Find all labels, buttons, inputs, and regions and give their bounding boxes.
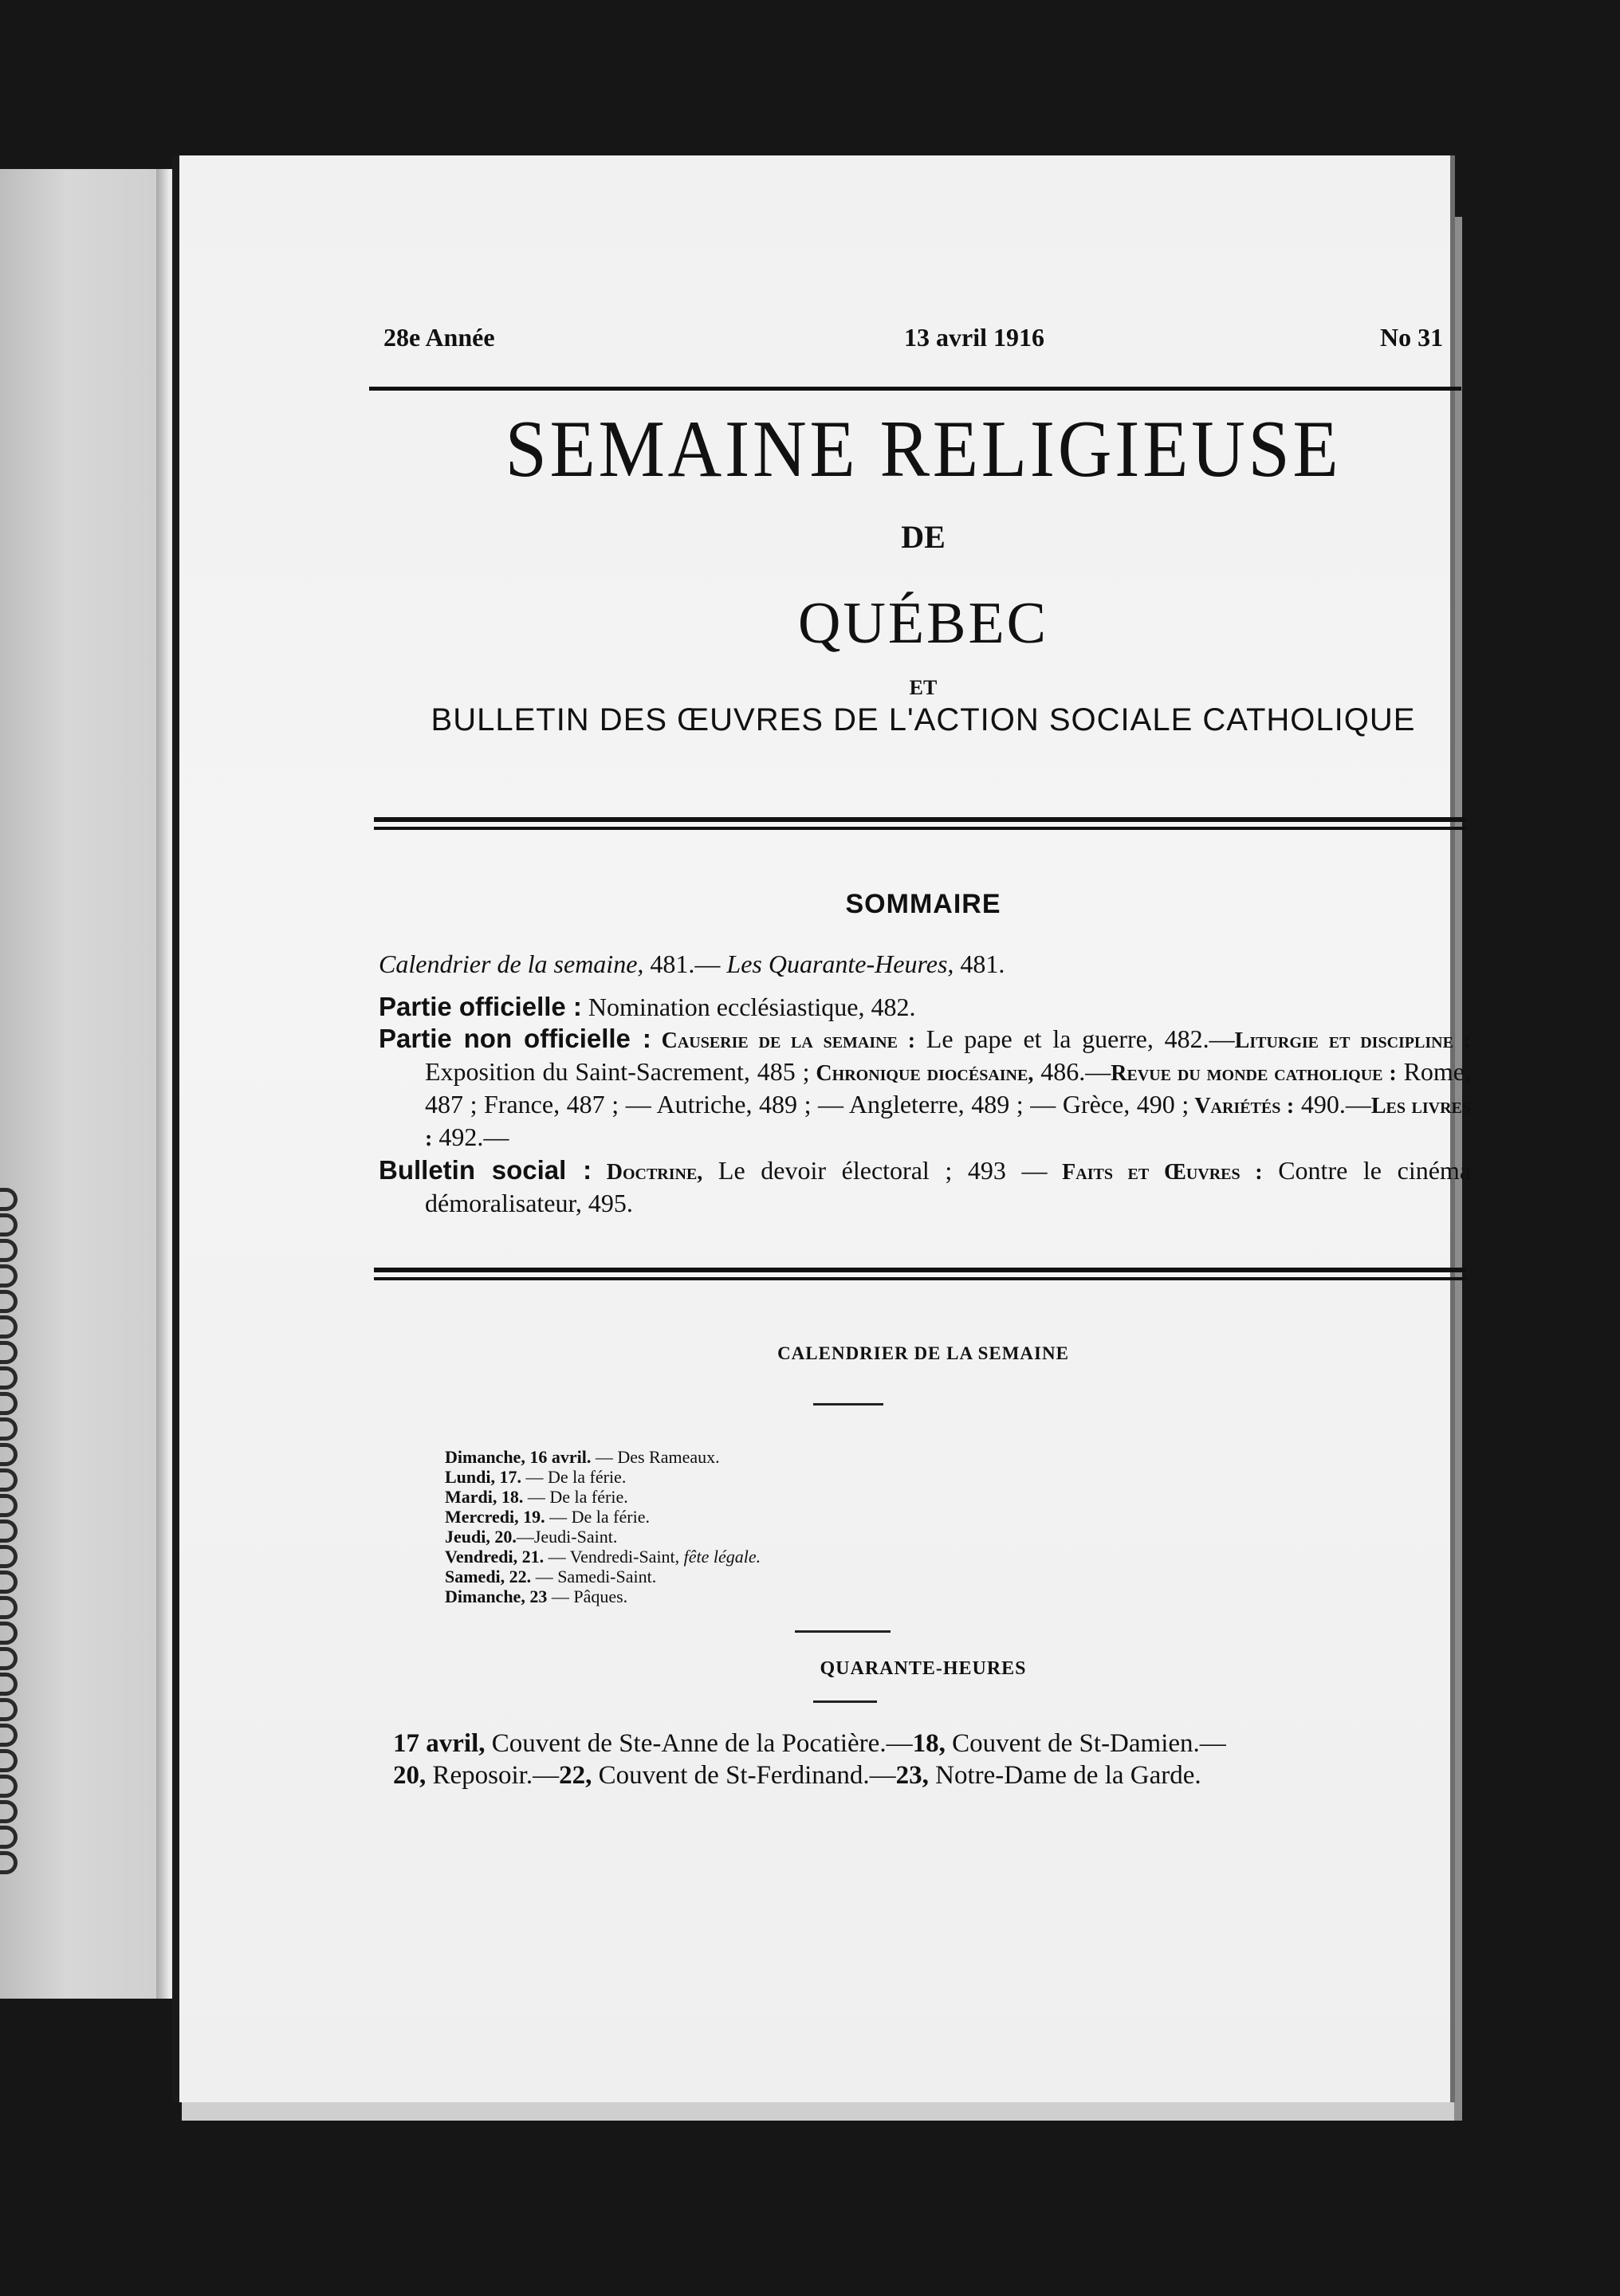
sommaire-partie-non-officielle: Partie non officielle : Causerie de la semaine : Le pape et la guerre, 482.—Liturgie et discipline : Exposition du Saint-Sacrement, 485 ; Chronique diocésaine, 486.—Revue du monde catholique : Rome, 487 ; France, 487 ; — Autriche, 489 ; — Angleterre, 489 ; — Grèce, 490 ; Variétés : 490.—Les livres : 492.— <box>379 1024 1472 1151</box>
calendrier-day: Lundi, 17. — De la férie. <box>445 1467 627 1487</box>
masthead-de: DE <box>901 519 946 555</box>
sommaire-block <box>379 949 1471 1219</box>
calendrier-day: Mercredi, 19. — De la férie. <box>445 1507 650 1527</box>
page-title: SEMAINE RELIGIEUSE <box>505 404 1342 494</box>
issue-date: 13 avril 1916 <box>904 323 1044 352</box>
double-rule <box>374 817 1466 830</box>
sommaire-bulletin-social: Bulletin social : Doctrine, Le devoir électoral ; 493 — Faits et Œuvres : Contre le cinéma démoralisateur, 495. <box>379 1155 1472 1217</box>
calendrier-day: Samedi, 22. — Samedi-Saint. <box>445 1567 657 1586</box>
short-rule <box>795 1630 891 1633</box>
short-rule <box>813 1403 883 1406</box>
calendrier-day: Jeudi, 20.—Jeudi-Saint. <box>445 1527 618 1547</box>
journal-page <box>172 155 1472 2102</box>
short-rule <box>813 1700 877 1703</box>
calendrier-day: Dimanche, 23 — Pâques. <box>445 1586 628 1606</box>
calendrier-heading: CALENDRIER DE LA SEMAINE <box>777 1343 1069 1363</box>
calendrier-day: Vendredi, 21. — Vendredi-Saint, fête légale. <box>445 1547 761 1567</box>
masthead-et: ET <box>909 676 938 699</box>
quarante-heures-text: 17 avril, Couvent de Ste-Anne de la Pocatière.—18, Couvent de St-Damien.— 20, Reposoir.—22, Couvent de St-Ferdinand.—23, Notre-Dame de la Garde. <box>393 1729 1226 1790</box>
double-rule <box>374 1268 1466 1280</box>
calendrier-day: Mardi, 18. — De la férie. <box>445 1487 628 1507</box>
sommaire-partie-officielle: Partie officielle : Nomination ecclésiastique, 482. <box>379 992 916 1021</box>
sommaire-line-calendrier: Calendrier de la semaine, 481.— Les Quarante-Heures, 481. <box>379 949 1005 978</box>
issue-number: No 31 <box>1380 323 1444 352</box>
binding-rings <box>0 1188 27 1905</box>
calendrier-day: Dimanche, 16 avril. — Des Rameaux. <box>445 1447 720 1467</box>
masthead-subtitle: BULLETIN DES ŒUVRES DE L'ACTION SOCIALE CATHOLIQUE <box>431 702 1416 737</box>
quarante-heures-heading: QUARANTE-HEURES <box>820 1658 1027 1679</box>
sommaire-heading: SOMMAIRE <box>845 889 1001 919</box>
issue-header <box>383 315 1493 363</box>
issue-year: 28e Année <box>383 323 495 352</box>
header-rule <box>369 387 1461 391</box>
masthead-city: QUÉBEC <box>798 591 1048 656</box>
calendrier-list <box>445 1447 1162 1606</box>
